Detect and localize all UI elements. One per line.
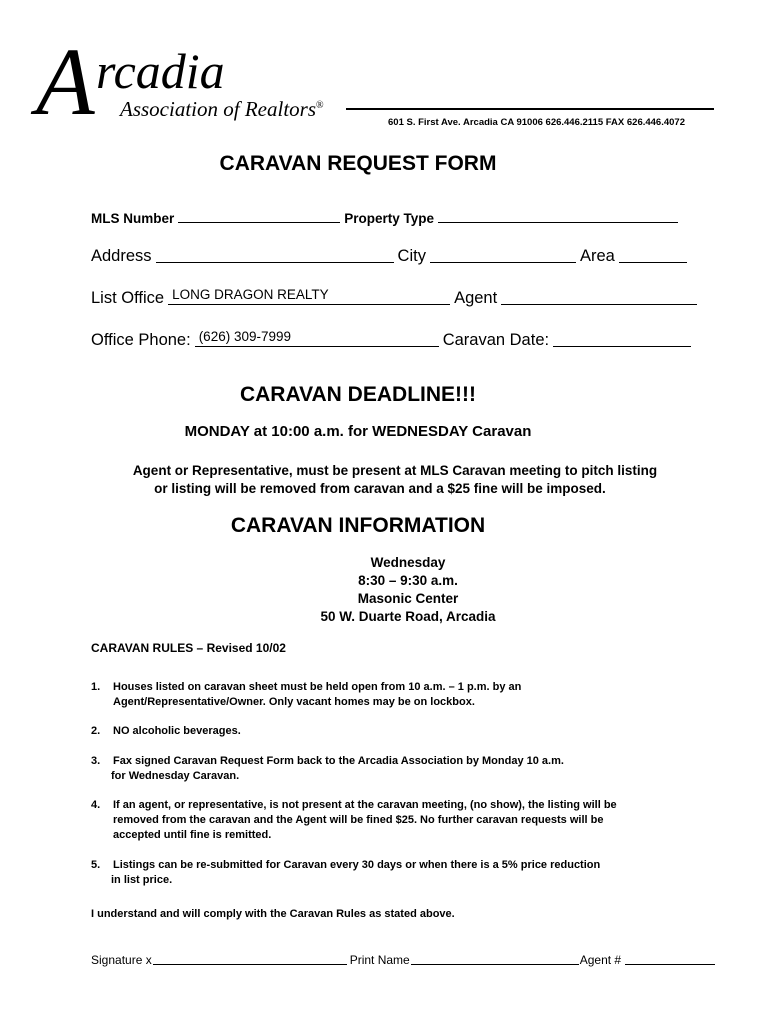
agent-field[interactable]: [501, 303, 697, 305]
info-venue: Masonic Center: [357, 591, 459, 606]
rule-line: Houses listed on caravan sheet must be held open from 10 a.m. – 1 p.m. by an: [113, 681, 522, 693]
rule-line: Listings can be re-submitted for Caravan every 30 days or when there is a 5% price reduction: [113, 859, 601, 871]
rule-item: [91, 754, 711, 784]
property-type-label: Property Type: [344, 211, 435, 226]
print-name-label: Print Name: [349, 953, 410, 967]
rule-line: in list price.: [111, 874, 173, 886]
deadline-title: CARAVAN DEADLINE!!!: [239, 383, 477, 406]
rule-number: 1.: [91, 681, 101, 693]
rule-number: 5.: [91, 859, 101, 871]
rule-item: [91, 798, 711, 843]
info-title: CARAVAN INFORMATION: [230, 514, 486, 537]
signature-label: Signature x: [91, 953, 152, 967]
rule-item: [91, 724, 711, 739]
office-phone-row: [91, 324, 711, 350]
office-phone-field[interactable]: [195, 329, 439, 347]
rule-line: accepted until fine is remitted.: [113, 829, 272, 841]
mls-number-label: MLS Number: [91, 211, 175, 226]
rule-line: for Wednesday Caravan.: [111, 770, 240, 782]
address-label: Address: [91, 247, 152, 265]
rule-number: 2.: [91, 725, 101, 737]
print-name-field[interactable]: [411, 963, 579, 965]
form-title: CARAVAN REQUEST FORM: [219, 152, 497, 175]
registered-mark: ®: [316, 100, 324, 111]
logo-subtitle: [120, 94, 324, 121]
logo-initial: A: [36, 28, 93, 135]
rule-item: [91, 858, 711, 888]
deadline-subtitle: MONDAY at 10:00 a.m. for WEDNESDAY Caravan: [184, 423, 532, 440]
area-field[interactable]: [619, 261, 687, 263]
address-row: [91, 240, 711, 266]
city-label: City: [397, 247, 426, 265]
office-phone-value: (626) 309-7999: [198, 329, 292, 344]
area-label: Area: [579, 247, 615, 265]
rule-line: removed from the caravan and the Agent will be fined $25. No further caravan requests will be: [113, 814, 604, 826]
signature-field[interactable]: [153, 963, 347, 965]
info-venue-address: 50 W. Duarte Road, Arcadia: [320, 609, 496, 624]
agent-number-field[interactable]: [625, 963, 715, 965]
list-office-field[interactable]: [168, 287, 450, 305]
city-field[interactable]: [430, 261, 576, 263]
agent-label: Agent: [454, 289, 498, 307]
info-time: 8:30 – 9:30 a.m.: [358, 573, 458, 588]
caravan-date-field[interactable]: [553, 345, 691, 347]
logo-wordmark: rcadia: [96, 43, 225, 99]
logo-subtitle-text: Association of Realtors: [120, 97, 316, 121]
office-phone-label: Office Phone:: [91, 331, 191, 349]
info-day: Wednesday: [370, 555, 446, 570]
rule-number: 4.: [91, 799, 101, 811]
list-office-row: [91, 282, 711, 308]
signature-row: [91, 953, 726, 967]
rule-line: If an agent, or representative, is not present at the caravan meeting, (no show), the listing will be: [113, 799, 617, 811]
association-address: 601 S. First Ave. Arcadia CA 91006 626.446.2115 FAX 626.446.4072: [388, 117, 685, 128]
rules-heading: CARAVAN RULES – Revised 10/02: [91, 641, 286, 655]
rule-line: NO alcoholic beverages.: [113, 725, 241, 737]
mls-number-field[interactable]: [178, 221, 340, 223]
rule-number: 3.: [91, 755, 101, 767]
mls-row: [91, 200, 711, 226]
agent-number-label: Agent #: [579, 953, 622, 967]
property-type-field[interactable]: [438, 221, 678, 223]
header-rule: [346, 108, 714, 110]
compliance-statement: I understand and will comply with the Caravan Rules as stated above.: [91, 908, 455, 920]
rule-item: [91, 680, 711, 710]
deadline-notice-line1: Agent or Representative, must be present at MLS Caravan meeting to pitch listing: [132, 463, 658, 478]
rule-line: Fax signed Caravan Request Form back to the Arcadia Association by Monday 10 a.m.: [113, 755, 564, 767]
address-field[interactable]: [156, 261, 394, 263]
deadline-notice-line2: or listing will be removed from caravan and a $25 fine will be imposed.: [154, 481, 606, 496]
list-office-value: LONG DRAGON REALTY: [172, 287, 329, 302]
list-office-label: List Office: [91, 289, 165, 307]
rule-line: Agent/Representative/Owner. Only vacant homes may be on lockbox.: [113, 696, 475, 708]
caravan-date-label: Caravan Date:: [442, 331, 550, 349]
